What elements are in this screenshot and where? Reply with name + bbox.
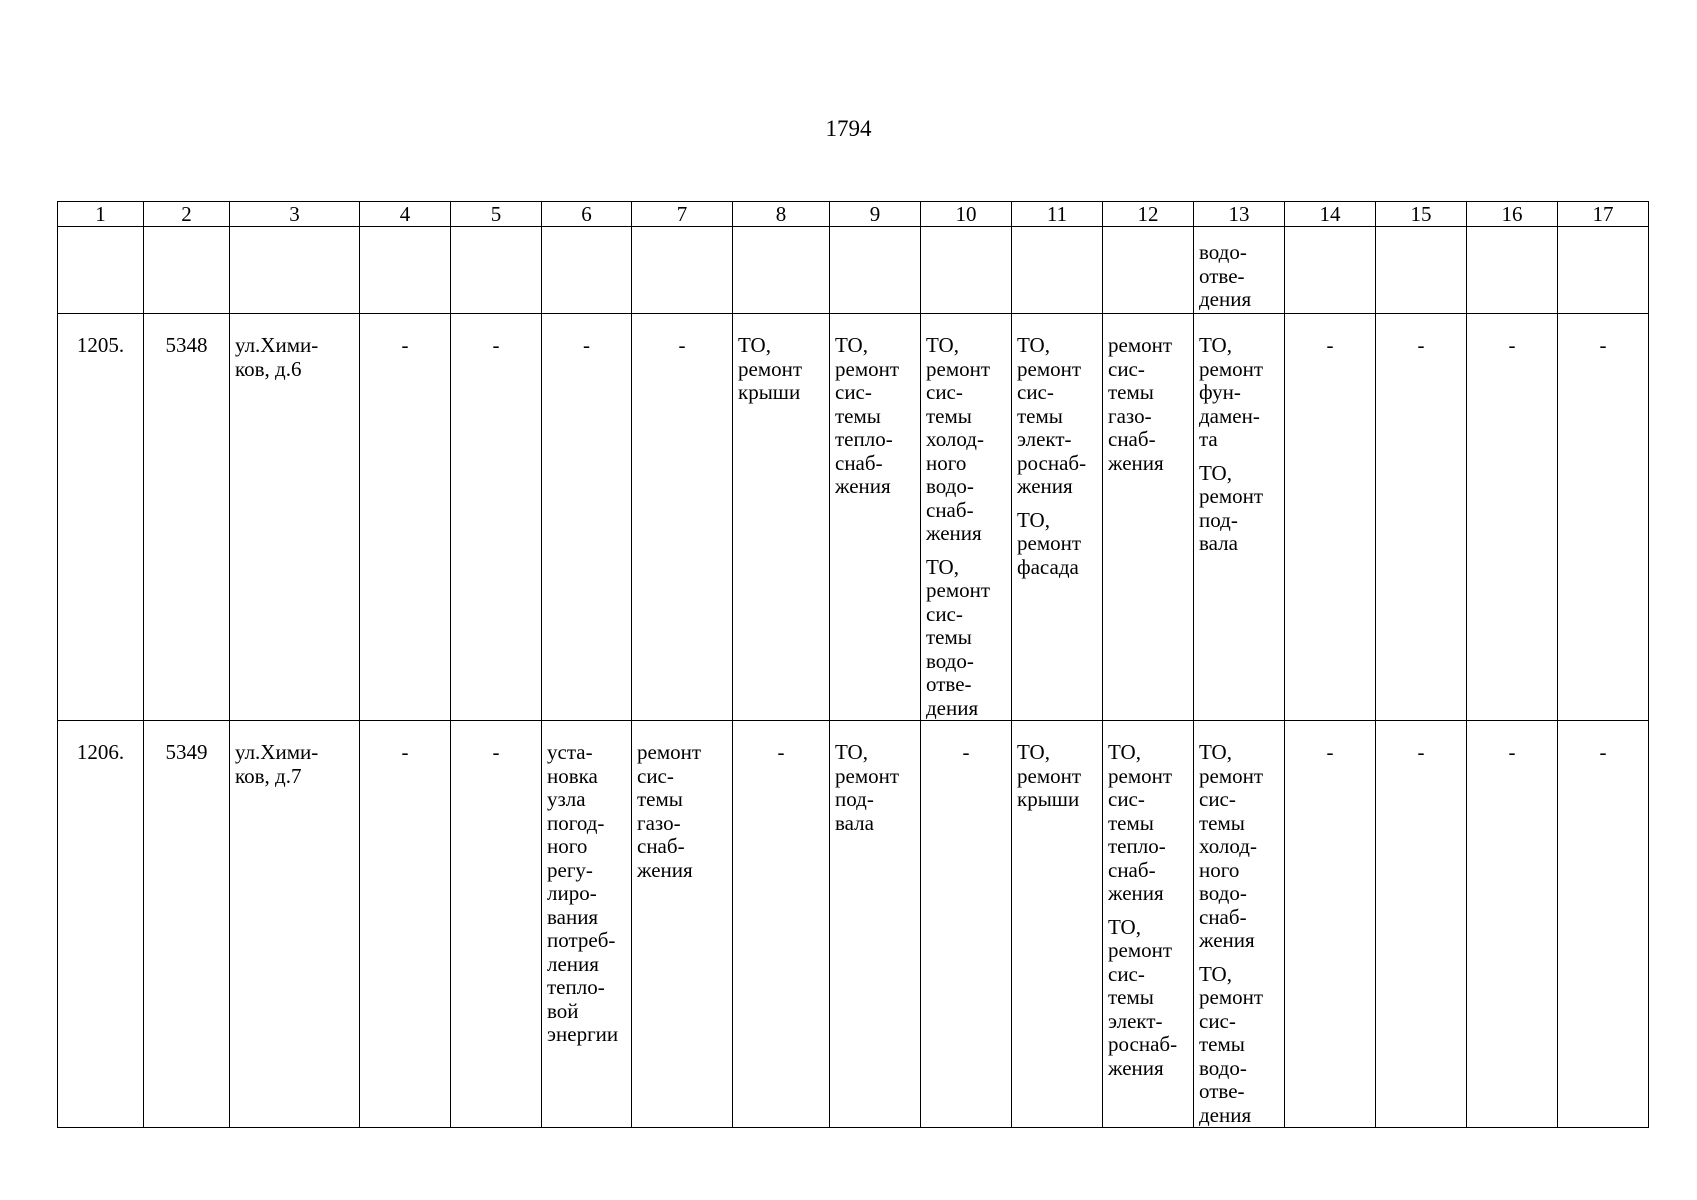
table-cell	[1285, 227, 1376, 314]
column-header: 15	[1376, 202, 1467, 227]
table-cell	[1376, 721, 1467, 1128]
table-cell	[1376, 227, 1467, 314]
table-cell	[451, 314, 542, 721]
table-cell	[360, 314, 451, 721]
table-cell	[830, 314, 921, 721]
dash-value: -	[492, 740, 500, 764]
table-row	[58, 314, 1649, 721]
column-header: 8	[733, 202, 830, 227]
table-cell	[1467, 314, 1558, 721]
row-number: 1205.	[76, 333, 125, 357]
table-cell	[1467, 721, 1558, 1128]
dash-value: -	[678, 333, 686, 357]
work-item: ТО, ремонт под- вала	[1199, 460, 1264, 555]
cell-text	[542, 721, 631, 1047]
work-item: ТО, ремонт фасада	[1017, 507, 1082, 579]
work-item: ТО, ремонт крыши	[738, 333, 803, 404]
column-header: 1	[58, 202, 144, 227]
cell-text	[733, 314, 829, 405]
table-cell	[58, 227, 144, 314]
cell-text	[830, 721, 920, 835]
page-number: 1794	[825, 116, 872, 141]
table-cell	[921, 227, 1012, 314]
dash-value: -	[401, 740, 409, 764]
cell-text	[921, 314, 1011, 720]
dash-value: -	[583, 333, 590, 357]
column-header: 16	[1467, 202, 1558, 227]
address-cell	[230, 721, 360, 1128]
address: ул.Хими- ков, д.6	[235, 333, 319, 381]
table-cell	[733, 227, 830, 314]
building-code: 5349	[165, 740, 208, 764]
table-cell	[1194, 721, 1285, 1128]
cell-text: водо- отве- дения	[1199, 240, 1252, 311]
table-cell	[1103, 721, 1194, 1128]
table-cell	[1194, 314, 1285, 721]
dash-value: -	[1599, 740, 1607, 764]
work-item: ТО, ремонт сис- темы холод- ного водо- снаб- жения	[926, 333, 991, 545]
table-cell	[830, 721, 921, 1128]
work-item: ТО, ремонт крыши	[1017, 740, 1082, 811]
column-header: 2	[144, 202, 230, 227]
work-item: ТО, ремонт сис- темы холод- ного водо- снаб- жения	[1199, 740, 1264, 952]
cell-text	[830, 314, 920, 499]
table-cell	[632, 227, 733, 314]
row-number: 1206.	[76, 740, 125, 764]
row-number-cell	[58, 314, 144, 721]
work-item: ремонт сис- темы газо- снаб- жения	[637, 740, 702, 882]
column-number-row	[58, 202, 1649, 227]
work-item: ТО, ремонт фун- дамен- та	[1199, 333, 1264, 451]
dash-value: -	[1599, 333, 1607, 357]
works-table	[57, 201, 1649, 1128]
table-cell	[144, 227, 230, 314]
dash-value: -	[492, 333, 500, 357]
table-cell	[1103, 227, 1194, 314]
table-cell	[733, 721, 830, 1128]
building-code-cell	[144, 721, 230, 1128]
table-cell	[542, 314, 632, 721]
table-row	[58, 721, 1649, 1128]
column-header: 10	[921, 202, 1012, 227]
column-header: 11	[1012, 202, 1103, 227]
column-header: 7	[632, 202, 733, 227]
dash-value: -	[1508, 333, 1516, 357]
dash-value: -	[1417, 740, 1425, 764]
address: ул.Хими- ков, д.7	[235, 740, 319, 788]
cell-text	[1194, 314, 1284, 556]
cell-text	[1012, 721, 1102, 812]
column-header: 9	[830, 202, 921, 227]
cell-text	[1103, 721, 1193, 1080]
column-header: 14	[1285, 202, 1376, 227]
table-cell	[1103, 314, 1194, 721]
continuation-row	[58, 227, 1649, 314]
column-header: 4	[360, 202, 451, 227]
table-cell	[1376, 314, 1467, 721]
column-header: 17	[1558, 202, 1649, 227]
table-cell	[1194, 227, 1285, 314]
building-code-cell	[144, 314, 230, 721]
column-header: 6	[542, 202, 632, 227]
cell-text	[632, 721, 732, 882]
table-cell	[360, 227, 451, 314]
table-cell	[632, 721, 733, 1128]
table-cell	[1012, 721, 1103, 1128]
work-item: ТО, ремонт сис- темы тепло- снаб- жения	[835, 333, 900, 498]
dash-value: -	[777, 740, 785, 764]
table-cell	[921, 721, 1012, 1128]
dash-value: -	[1326, 333, 1334, 357]
table-cell	[1558, 314, 1649, 721]
building-code: 5348	[165, 333, 208, 357]
dash-value: -	[1508, 740, 1516, 764]
table-cell	[1285, 314, 1376, 721]
work-item: уста- новка узла погод- ного регу- лиро- вания потреб- ления тепло- вой энергии	[547, 740, 619, 1046]
table-cell	[733, 314, 830, 721]
table-cell	[451, 227, 542, 314]
table-cell	[632, 314, 733, 721]
table-cell	[1558, 721, 1649, 1128]
column-header: 13	[1194, 202, 1285, 227]
dash-value: -	[401, 333, 409, 357]
table-cell	[1467, 227, 1558, 314]
work-item: ремонт сис- темы газо- снаб- жения	[1108, 333, 1173, 475]
work-item: ТО, ремонт сис- темы элект- роснаб- жения	[1108, 914, 1178, 1080]
work-item: ТО, ремонт сис- темы водо- отве- дения	[1199, 961, 1264, 1127]
cell-text	[1012, 314, 1102, 579]
dash-value: -	[962, 740, 970, 764]
column-header: 12	[1103, 202, 1194, 227]
table-cell	[230, 227, 360, 314]
table-cell	[360, 721, 451, 1128]
table-cell	[921, 314, 1012, 721]
work-item: ТО, ремонт сис- темы водо- отве- дения	[926, 554, 991, 720]
cell-text	[1103, 314, 1193, 475]
row-number-cell	[58, 721, 144, 1128]
work-item: ТО, ремонт под- вала	[835, 740, 900, 835]
table-cell	[451, 721, 542, 1128]
address-cell	[230, 314, 360, 721]
table-cell	[542, 227, 632, 314]
cell-text	[1194, 721, 1284, 1127]
column-header: 3	[230, 202, 360, 227]
table-cell	[1012, 314, 1103, 721]
table-cell	[1012, 227, 1103, 314]
table-cell	[830, 227, 921, 314]
dash-value: -	[1417, 333, 1425, 357]
work-item: ТО, ремонт сис- темы элект- роснаб- жения	[1017, 333, 1087, 498]
work-item: ТО, ремонт сис- темы тепло- снаб- жения	[1108, 740, 1173, 905]
dash-value: -	[1326, 740, 1334, 764]
table-cell	[542, 721, 632, 1128]
table-cell	[1558, 227, 1649, 314]
column-header: 5	[451, 202, 542, 227]
table-cell	[1285, 721, 1376, 1128]
